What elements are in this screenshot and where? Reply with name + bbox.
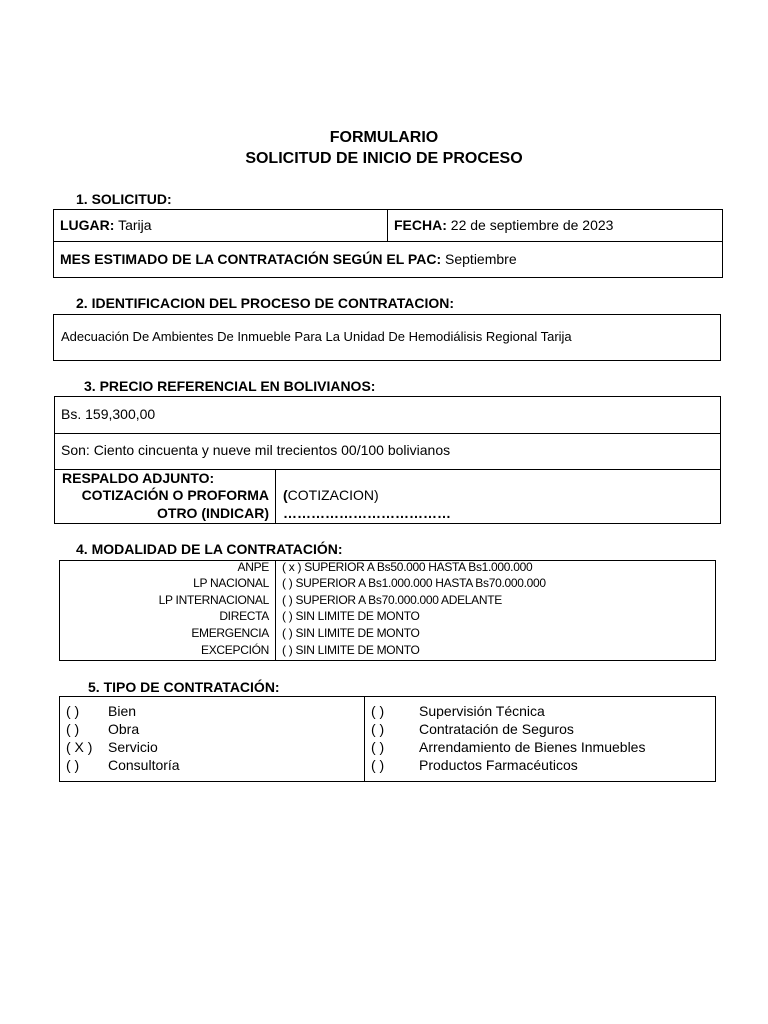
- modalidad-label: LP NACIONAL: [193, 576, 269, 590]
- tipo-label: Contratación de Seguros: [419, 721, 574, 737]
- tipo-item: [371, 757, 578, 773]
- section-1-box: [53, 209, 723, 278]
- modalidad-label: DIRECTA: [219, 609, 269, 623]
- section-4-heading: 4. MODALIDAD DE LA CONTRATACIÓN:: [76, 541, 343, 557]
- tipo-mark: ( X ): [66, 739, 93, 755]
- tipo-mark: ( ): [371, 739, 385, 755]
- modalidad-value: ( ) SIN LIMITE DE MONTO: [282, 609, 420, 623]
- modalidad-value: ( ) SUPERIOR A Bs1.000.000 HASTA Bs70.000.000: [282, 576, 546, 590]
- tipo-label: Bien: [108, 703, 137, 719]
- respaldo-label: RESPALDO ADJUNTO:: [62, 470, 215, 486]
- modalidad-value: ( ) SIN LIMITE DE MONTO: [282, 626, 420, 640]
- fecha-label: FECHA:: [394, 217, 447, 233]
- otro-dots: ………………………………: [283, 505, 451, 521]
- tipo-label: Supervisión Técnica: [419, 703, 545, 719]
- section-3-heading: 3. PRECIO REFERENCIAL EN BOLIVIANOS:: [84, 378, 376, 394]
- divider: [387, 209, 388, 241]
- modalidad-label: ANPE: [237, 560, 269, 574]
- tipo-item: [371, 721, 574, 737]
- section-5-heading: 5. TIPO DE CONTRATACIÓN:: [88, 679, 280, 695]
- modalidad-label: EXCEPCIÓN: [201, 643, 269, 657]
- mes-label: MES ESTIMADO DE LA CONTRATACIÓN SEGÚN EL PAC:: [60, 251, 442, 267]
- divider: [275, 560, 276, 661]
- modalidad-label: LP INTERNACIONAL: [158, 593, 269, 607]
- precio-amount: Bs. 159,300,00: [61, 406, 156, 422]
- tipo-item: [371, 739, 645, 755]
- tipo-label: Arrendamiento de Bienes Inmuebles: [419, 739, 646, 755]
- precio-words: Son: Ciento cincuenta y nueve mil trecientos 00/100 bolivianos: [61, 442, 451, 458]
- tipo-mark: ( ): [371, 757, 385, 773]
- tipo-mark: ( ): [371, 721, 385, 737]
- lugar-field: [60, 217, 152, 233]
- divider: [54, 433, 721, 434]
- lugar-value: Tarija: [118, 217, 152, 233]
- tipo-item: [66, 757, 180, 773]
- tipo-label: Consultoría: [108, 757, 180, 773]
- modalidad-value: ( ) SUPERIOR A Bs70.000.000 ADELANTE: [282, 593, 502, 607]
- tipo-item: [66, 703, 136, 719]
- respaldo-value: [283, 487, 379, 503]
- mes-estimado-field: [60, 251, 517, 267]
- form-title: FORMULARIO: [329, 129, 439, 146]
- modalidad-value: ( ) SIN LIMITE DE MONTO: [282, 643, 420, 657]
- tipo-mark: ( ): [66, 703, 80, 719]
- tipo-mark: ( ): [66, 721, 80, 737]
- tipo-mark: ( ): [371, 703, 385, 719]
- tipo-mark: ( ): [66, 757, 80, 773]
- cotizacion-label: COTIZACIÓN O PROFORMA: [81, 487, 269, 503]
- form-subtitle: SOLICITUD DE INICIO DE PROCESO: [245, 150, 523, 167]
- section-2-heading: 2. IDENTIFICACION DEL PROCESO DE CONTRATACION:: [76, 295, 455, 311]
- proceso-value: Adecuación De Ambientes De Inmueble Para La Unidad De Hemodiálisis Regional Tarija: [61, 329, 572, 344]
- otro-label: OTRO (INDICAR): [157, 505, 269, 521]
- lugar-label: LUGAR:: [60, 217, 115, 233]
- modalidad-label: EMERGENCIA: [191, 626, 269, 640]
- modalidad-value: ( x ) SUPERIOR A Bs50.000 HASTA Bs1.000.000: [282, 560, 533, 574]
- tipo-item: [66, 739, 158, 755]
- respaldo-text: COTIZACION): [287, 487, 379, 503]
- tipo-label: Servicio: [108, 739, 158, 755]
- tipo-label: Obra: [108, 721, 140, 737]
- fecha-field: [394, 217, 613, 233]
- tipo-label: Productos Farmacéuticos: [419, 757, 578, 773]
- tipo-item: [66, 721, 139, 737]
- section-1-heading: 1. SOLICITUD:: [76, 191, 172, 207]
- tipo-item: [371, 703, 545, 719]
- divider: [275, 469, 276, 524]
- divider: [53, 241, 723, 242]
- mes-value: Septiembre: [445, 251, 517, 267]
- respaldo-paren: (: [283, 487, 288, 503]
- divider: [364, 696, 365, 782]
- fecha-value: 22 de septiembre de 2023: [450, 217, 614, 233]
